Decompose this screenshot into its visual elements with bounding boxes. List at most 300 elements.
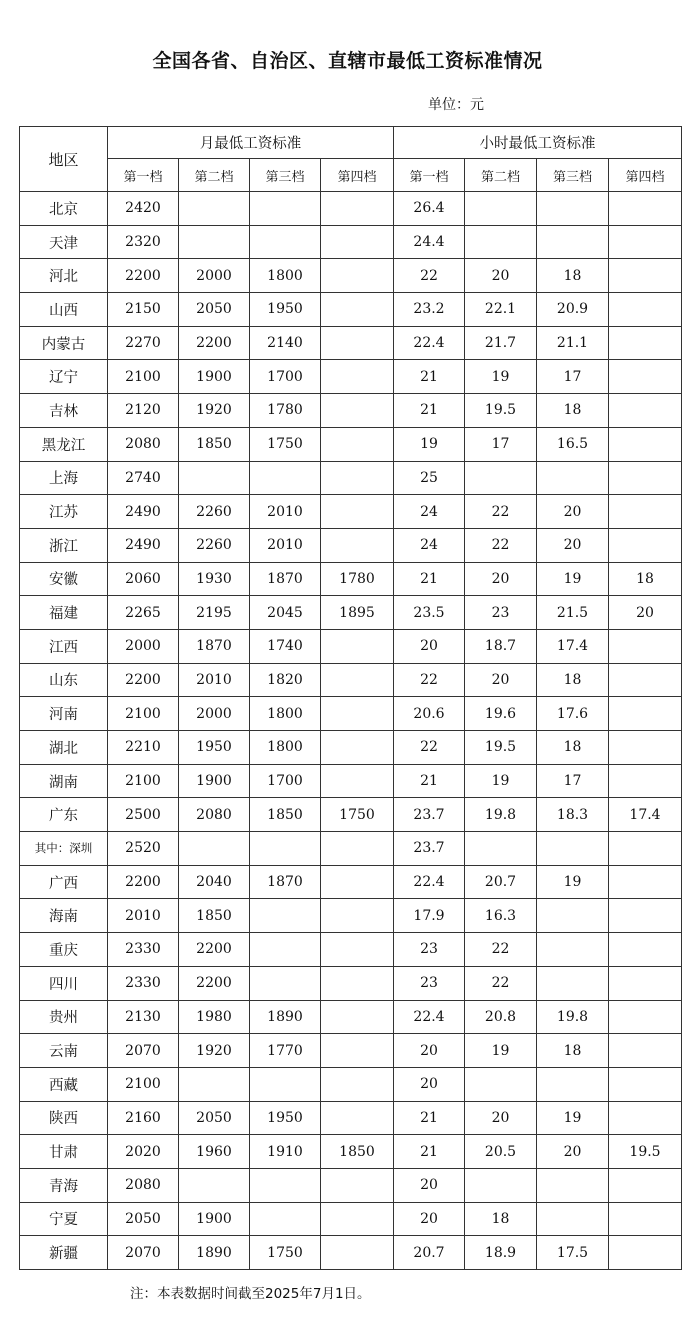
hourly-value-cell <box>609 663 682 697</box>
hourly-value-cell <box>537 832 609 866</box>
hourly-value-cell: 20 <box>537 1135 609 1169</box>
hourly-value-cell <box>609 697 682 731</box>
hourly-value-cell <box>609 326 682 360</box>
hourly-value-cell <box>609 1067 682 1101</box>
hourly-value-cell: 22.1 <box>465 293 537 327</box>
hourly-value-cell <box>465 1168 537 1202</box>
monthly-value-cell <box>250 832 321 866</box>
hourly-value-cell <box>609 293 682 327</box>
region-cell: 河北 <box>20 259 108 293</box>
region-header: 地区 <box>20 127 108 192</box>
monthly-value-cell <box>179 1067 250 1101</box>
monthly-value-cell: 2100 <box>108 764 179 798</box>
region-cell: 天津 <box>20 225 108 259</box>
monthly-value-cell: 1740 <box>250 629 321 663</box>
hourly-value-cell: 17.4 <box>609 798 682 832</box>
monthly-value-cell <box>321 495 394 529</box>
hourly-value-cell <box>609 427 682 461</box>
hourly-value-cell: 17.4 <box>537 629 609 663</box>
region-cell: 湖北 <box>20 731 108 765</box>
hourly-value-cell: 19.5 <box>465 394 537 428</box>
monthly-value-cell: 1895 <box>321 596 394 630</box>
table-row <box>20 1000 682 1034</box>
monthly-value-cell: 2045 <box>250 596 321 630</box>
monthly-value-cell: 2050 <box>108 1202 179 1236</box>
table-row <box>20 360 682 394</box>
hourly-value-cell: 22 <box>394 663 465 697</box>
monthly-value-cell <box>250 899 321 933</box>
monthly-value-cell: 2010 <box>179 663 250 697</box>
hourly-tier-header: 第二档 <box>465 159 537 192</box>
hourly-value-cell: 19 <box>537 865 609 899</box>
monthly-value-cell <box>321 1236 394 1270</box>
monthly-value-cell <box>321 731 394 765</box>
hourly-value-cell <box>465 461 537 495</box>
table-row <box>20 562 682 596</box>
monthly-value-cell: 2420 <box>108 192 179 226</box>
table-row <box>20 1168 682 1202</box>
monthly-value-cell: 2080 <box>179 798 250 832</box>
hourly-header: 小时最低工资标准 <box>394 127 682 159</box>
monthly-value-cell: 2010 <box>250 528 321 562</box>
monthly-value-cell <box>250 1202 321 1236</box>
monthly-value-cell: 1870 <box>250 865 321 899</box>
region-cell: 其中：深圳 <box>20 832 108 866</box>
hourly-value-cell: 19 <box>394 427 465 461</box>
monthly-value-cell: 2120 <box>108 394 179 428</box>
hourly-value-cell: 17 <box>537 360 609 394</box>
monthly-value-cell: 2200 <box>108 259 179 293</box>
monthly-value-cell <box>321 933 394 967</box>
monthly-value-cell: 2320 <box>108 225 179 259</box>
table-row <box>20 764 682 798</box>
hourly-value-cell: 18 <box>537 731 609 765</box>
table-row <box>20 1067 682 1101</box>
monthly-value-cell <box>321 259 394 293</box>
monthly-value-cell: 2100 <box>108 697 179 731</box>
monthly-value-cell <box>321 629 394 663</box>
hourly-value-cell: 24 <box>394 495 465 529</box>
region-cell: 广西 <box>20 865 108 899</box>
hourly-value-cell: 20 <box>465 1101 537 1135</box>
hourly-value-cell: 17.5 <box>537 1236 609 1270</box>
monthly-value-cell: 2050 <box>179 293 250 327</box>
table-row <box>20 1034 682 1068</box>
monthly-value-cell: 2010 <box>250 495 321 529</box>
hourly-value-cell <box>609 966 682 1000</box>
monthly-value-cell <box>179 225 250 259</box>
monthly-value-cell: 1820 <box>250 663 321 697</box>
table-row <box>20 1202 682 1236</box>
monthly-value-cell: 2490 <box>108 528 179 562</box>
hourly-value-cell <box>609 629 682 663</box>
monthly-value-cell: 1870 <box>179 629 250 663</box>
hourly-value-cell: 21.5 <box>537 596 609 630</box>
hourly-value-cell <box>609 832 682 866</box>
hourly-value-cell: 19 <box>537 1101 609 1135</box>
hourly-value-cell: 24.4 <box>394 225 465 259</box>
region-cell: 江苏 <box>20 495 108 529</box>
monthly-value-cell: 1850 <box>321 1135 394 1169</box>
monthly-value-cell: 2130 <box>108 1000 179 1034</box>
region-cell: 宁夏 <box>20 1202 108 1236</box>
hourly-value-cell: 22 <box>394 731 465 765</box>
hourly-value-cell: 20 <box>394 1202 465 1236</box>
hourly-tier-header: 第一档 <box>394 159 465 192</box>
hourly-value-cell: 23 <box>394 966 465 1000</box>
monthly-value-cell: 2150 <box>108 293 179 327</box>
monthly-value-cell <box>250 461 321 495</box>
region-cell: 甘肃 <box>20 1135 108 1169</box>
hourly-value-cell: 21 <box>394 1101 465 1135</box>
monthly-value-cell: 2500 <box>108 798 179 832</box>
monthly-value-cell: 1930 <box>179 562 250 596</box>
table-row <box>20 1135 682 1169</box>
unit-label: 单位：元 <box>428 97 484 113</box>
region-cell: 山西 <box>20 293 108 327</box>
monthly-value-cell <box>179 461 250 495</box>
hourly-value-cell: 25 <box>394 461 465 495</box>
hourly-value-cell <box>609 899 682 933</box>
monthly-value-cell: 2200 <box>108 865 179 899</box>
monthly-value-cell: 2260 <box>179 495 250 529</box>
region-cell: 云南 <box>20 1034 108 1068</box>
monthly-value-cell: 2060 <box>108 562 179 596</box>
monthly-value-cell: 2050 <box>179 1101 250 1135</box>
region-cell: 内蒙古 <box>20 326 108 360</box>
hourly-value-cell: 19 <box>465 764 537 798</box>
region-cell: 上海 <box>20 461 108 495</box>
table-row <box>20 865 682 899</box>
hourly-value-cell: 18.7 <box>465 629 537 663</box>
monthly-value-cell <box>250 933 321 967</box>
hourly-value-cell: 20 <box>394 1067 465 1101</box>
hourly-value-cell: 20.7 <box>394 1236 465 1270</box>
monthly-value-cell: 1870 <box>250 562 321 596</box>
monthly-value-cell: 2490 <box>108 495 179 529</box>
monthly-value-cell <box>321 1000 394 1034</box>
hourly-value-cell: 23.7 <box>394 832 465 866</box>
monthly-value-cell: 2260 <box>179 528 250 562</box>
hourly-value-cell: 20 <box>465 663 537 697</box>
region-cell: 陕西 <box>20 1101 108 1135</box>
hourly-value-cell: 21.7 <box>465 326 537 360</box>
monthly-value-cell <box>250 192 321 226</box>
region-cell: 贵州 <box>20 1000 108 1034</box>
hourly-value-cell <box>609 764 682 798</box>
monthly-value-cell: 2100 <box>108 360 179 394</box>
monthly-value-cell: 2080 <box>108 427 179 461</box>
table-row <box>20 1101 682 1135</box>
table-row <box>20 225 682 259</box>
table-row <box>20 966 682 1000</box>
hourly-value-cell <box>537 1067 609 1101</box>
hourly-value-cell: 26.4 <box>394 192 465 226</box>
hourly-value-cell: 23 <box>465 596 537 630</box>
monthly-value-cell <box>321 225 394 259</box>
hourly-value-cell: 20 <box>465 259 537 293</box>
region-cell: 福建 <box>20 596 108 630</box>
hourly-value-cell: 18.9 <box>465 1236 537 1270</box>
minimum-wage-table <box>19 126 682 1270</box>
region-cell: 青海 <box>20 1168 108 1202</box>
hourly-value-cell: 23.7 <box>394 798 465 832</box>
hourly-value-cell <box>609 360 682 394</box>
monthly-value-cell: 2020 <box>108 1135 179 1169</box>
hourly-value-cell: 18 <box>537 259 609 293</box>
hourly-value-cell: 23 <box>394 933 465 967</box>
monthly-value-cell <box>321 764 394 798</box>
hourly-value-cell <box>537 1168 609 1202</box>
hourly-value-cell: 18 <box>537 1034 609 1068</box>
monthly-value-cell: 1950 <box>250 1101 321 1135</box>
monthly-value-cell: 2330 <box>108 933 179 967</box>
monthly-tier-header: 第二档 <box>179 159 250 192</box>
hourly-value-cell: 20 <box>537 528 609 562</box>
monthly-tier-header: 第一档 <box>108 159 179 192</box>
region-cell: 重庆 <box>20 933 108 967</box>
hourly-value-cell: 20.9 <box>537 293 609 327</box>
monthly-value-cell <box>179 1168 250 1202</box>
monthly-value-cell: 1750 <box>321 798 394 832</box>
monthly-value-cell: 1920 <box>179 1034 250 1068</box>
hourly-value-cell: 21 <box>394 394 465 428</box>
monthly-value-cell: 1800 <box>250 697 321 731</box>
monthly-value-cell: 1980 <box>179 1000 250 1034</box>
monthly-value-cell: 2200 <box>179 933 250 967</box>
table-row <box>20 259 682 293</box>
hourly-value-cell <box>537 192 609 226</box>
hourly-value-cell: 21 <box>394 562 465 596</box>
hourly-value-cell: 17.9 <box>394 899 465 933</box>
monthly-tier-header: 第三档 <box>250 159 321 192</box>
table-row <box>20 326 682 360</box>
monthly-value-cell: 2265 <box>108 596 179 630</box>
monthly-value-cell <box>321 427 394 461</box>
table-row <box>20 596 682 630</box>
monthly-value-cell <box>321 1067 394 1101</box>
monthly-value-cell: 2140 <box>250 326 321 360</box>
hourly-value-cell: 19.5 <box>465 731 537 765</box>
hourly-value-cell: 18 <box>537 394 609 428</box>
hourly-value-cell: 19.8 <box>537 1000 609 1034</box>
hourly-value-cell: 22 <box>465 495 537 529</box>
hourly-value-cell: 20 <box>394 629 465 663</box>
hourly-tier-header: 第四档 <box>609 159 682 192</box>
monthly-value-cell <box>321 394 394 428</box>
page-title: 全国各省、自治区、直辖市最低工资标准情况 <box>152 50 543 72</box>
hourly-value-cell <box>609 259 682 293</box>
hourly-value-cell: 21 <box>394 360 465 394</box>
hourly-value-cell <box>465 1067 537 1101</box>
hourly-value-cell <box>609 1168 682 1202</box>
monthly-value-cell <box>321 697 394 731</box>
hourly-value-cell <box>609 1236 682 1270</box>
region-cell: 安徽 <box>20 562 108 596</box>
hourly-value-cell: 16.5 <box>537 427 609 461</box>
monthly-value-cell: 2330 <box>108 966 179 1000</box>
hourly-value-cell <box>609 495 682 529</box>
monthly-value-cell: 2000 <box>179 697 250 731</box>
hourly-value-cell <box>609 394 682 428</box>
hourly-value-cell: 19.6 <box>465 697 537 731</box>
hourly-value-cell <box>537 966 609 1000</box>
hourly-value-cell: 22 <box>465 933 537 967</box>
monthly-value-cell: 1890 <box>179 1236 250 1270</box>
region-cell: 西藏 <box>20 1067 108 1101</box>
hourly-value-cell: 21.1 <box>537 326 609 360</box>
hourly-value-cell <box>609 192 682 226</box>
monthly-value-cell: 2000 <box>108 629 179 663</box>
hourly-value-cell <box>609 731 682 765</box>
hourly-value-cell: 21 <box>394 764 465 798</box>
monthly-value-cell: 1960 <box>179 1135 250 1169</box>
monthly-value-cell: 1780 <box>250 394 321 428</box>
table-row <box>20 192 682 226</box>
monthly-value-cell: 1770 <box>250 1034 321 1068</box>
region-cell: 广东 <box>20 798 108 832</box>
monthly-value-cell <box>321 528 394 562</box>
table-row <box>20 731 682 765</box>
monthly-value-cell: 2210 <box>108 731 179 765</box>
hourly-value-cell: 17 <box>537 764 609 798</box>
monthly-value-cell: 2160 <box>108 1101 179 1135</box>
monthly-value-cell: 2100 <box>108 1067 179 1101</box>
monthly-value-cell: 1950 <box>179 731 250 765</box>
hourly-value-cell: 19.5 <box>609 1135 682 1169</box>
monthly-value-cell: 1920 <box>179 394 250 428</box>
table-row <box>20 798 682 832</box>
region-cell: 山东 <box>20 663 108 697</box>
region-cell: 江西 <box>20 629 108 663</box>
monthly-value-cell: 1950 <box>250 293 321 327</box>
hourly-value-cell <box>609 528 682 562</box>
monthly-value-cell <box>321 461 394 495</box>
monthly-tier-header: 第四档 <box>321 159 394 192</box>
region-cell: 河南 <box>20 697 108 731</box>
monthly-value-cell <box>321 832 394 866</box>
monthly-value-cell: 2270 <box>108 326 179 360</box>
hourly-value-cell <box>609 1034 682 1068</box>
monthly-value-cell: 2200 <box>179 966 250 1000</box>
region-cell: 新疆 <box>20 1236 108 1270</box>
monthly-value-cell <box>321 360 394 394</box>
monthly-value-cell: 2740 <box>108 461 179 495</box>
hourly-value-cell <box>609 1202 682 1236</box>
hourly-value-cell: 22.4 <box>394 1000 465 1034</box>
hourly-value-cell <box>537 461 609 495</box>
monthly-value-cell <box>321 1202 394 1236</box>
hourly-value-cell: 18 <box>609 562 682 596</box>
hourly-value-cell: 22 <box>465 966 537 1000</box>
hourly-value-cell: 20 <box>609 596 682 630</box>
region-cell: 北京 <box>20 192 108 226</box>
hourly-value-cell: 22.4 <box>394 865 465 899</box>
table-row <box>20 663 682 697</box>
table-row <box>20 293 682 327</box>
region-cell: 吉林 <box>20 394 108 428</box>
hourly-value-cell <box>537 933 609 967</box>
footnote: 注：本表数据时间截至2025年7月1日。 <box>130 1286 371 1302</box>
hourly-value-cell: 22.4 <box>394 326 465 360</box>
monthly-value-cell: 2080 <box>108 1168 179 1202</box>
monthly-value-cell <box>250 1067 321 1101</box>
monthly-value-cell: 1900 <box>179 360 250 394</box>
hourly-value-cell: 20 <box>465 562 537 596</box>
monthly-value-cell <box>321 865 394 899</box>
table-row <box>20 528 682 562</box>
table-row <box>20 461 682 495</box>
hourly-value-cell: 19 <box>537 562 609 596</box>
monthly-value-cell: 1750 <box>250 1236 321 1270</box>
hourly-value-cell: 17.6 <box>537 697 609 731</box>
region-cell: 黑龙江 <box>20 427 108 461</box>
hourly-value-cell <box>537 1202 609 1236</box>
monthly-value-cell: 1910 <box>250 1135 321 1169</box>
region-cell: 辽宁 <box>20 360 108 394</box>
hourly-value-cell: 16.3 <box>465 899 537 933</box>
monthly-value-cell: 2520 <box>108 832 179 866</box>
hourly-value-cell <box>537 225 609 259</box>
hourly-value-cell: 20 <box>394 1034 465 1068</box>
monthly-value-cell: 2070 <box>108 1236 179 1270</box>
hourly-value-cell: 23.5 <box>394 596 465 630</box>
monthly-value-cell <box>321 326 394 360</box>
monthly-value-cell: 2070 <box>108 1034 179 1068</box>
monthly-value-cell <box>321 1101 394 1135</box>
hourly-tier-header: 第三档 <box>537 159 609 192</box>
hourly-value-cell <box>465 192 537 226</box>
region-cell: 海南 <box>20 899 108 933</box>
table-row <box>20 933 682 967</box>
table-row <box>20 899 682 933</box>
monthly-value-cell: 1900 <box>179 764 250 798</box>
monthly-value-cell <box>250 1168 321 1202</box>
monthly-value-cell: 1850 <box>179 427 250 461</box>
hourly-value-cell <box>609 933 682 967</box>
monthly-value-cell <box>250 966 321 1000</box>
table-row <box>20 495 682 529</box>
monthly-value-cell <box>321 663 394 697</box>
table-row <box>20 1236 682 1270</box>
hourly-value-cell: 18.3 <box>537 798 609 832</box>
monthly-value-cell <box>321 1168 394 1202</box>
region-cell: 湖南 <box>20 764 108 798</box>
monthly-value-cell: 2000 <box>179 259 250 293</box>
hourly-value-cell: 24 <box>394 528 465 562</box>
table-row <box>20 394 682 428</box>
hourly-value-cell: 17 <box>465 427 537 461</box>
hourly-value-cell: 22 <box>394 259 465 293</box>
monthly-value-cell: 1700 <box>250 360 321 394</box>
monthly-value-cell: 2040 <box>179 865 250 899</box>
monthly-value-cell: 1750 <box>250 427 321 461</box>
hourly-value-cell <box>609 461 682 495</box>
monthly-value-cell: 2195 <box>179 596 250 630</box>
table-body <box>20 192 682 1270</box>
hourly-value-cell: 21 <box>394 1135 465 1169</box>
hourly-value-cell: 20 <box>394 1168 465 1202</box>
hourly-value-cell: 20.8 <box>465 1000 537 1034</box>
hourly-value-cell: 20.5 <box>465 1135 537 1169</box>
hourly-value-cell: 18 <box>465 1202 537 1236</box>
hourly-value-cell <box>609 1000 682 1034</box>
monthly-value-cell: 2010 <box>108 899 179 933</box>
hourly-value-cell <box>609 225 682 259</box>
hourly-value-cell: 19 <box>465 360 537 394</box>
hourly-value-cell: 22 <box>465 528 537 562</box>
hourly-value-cell: 20 <box>537 495 609 529</box>
